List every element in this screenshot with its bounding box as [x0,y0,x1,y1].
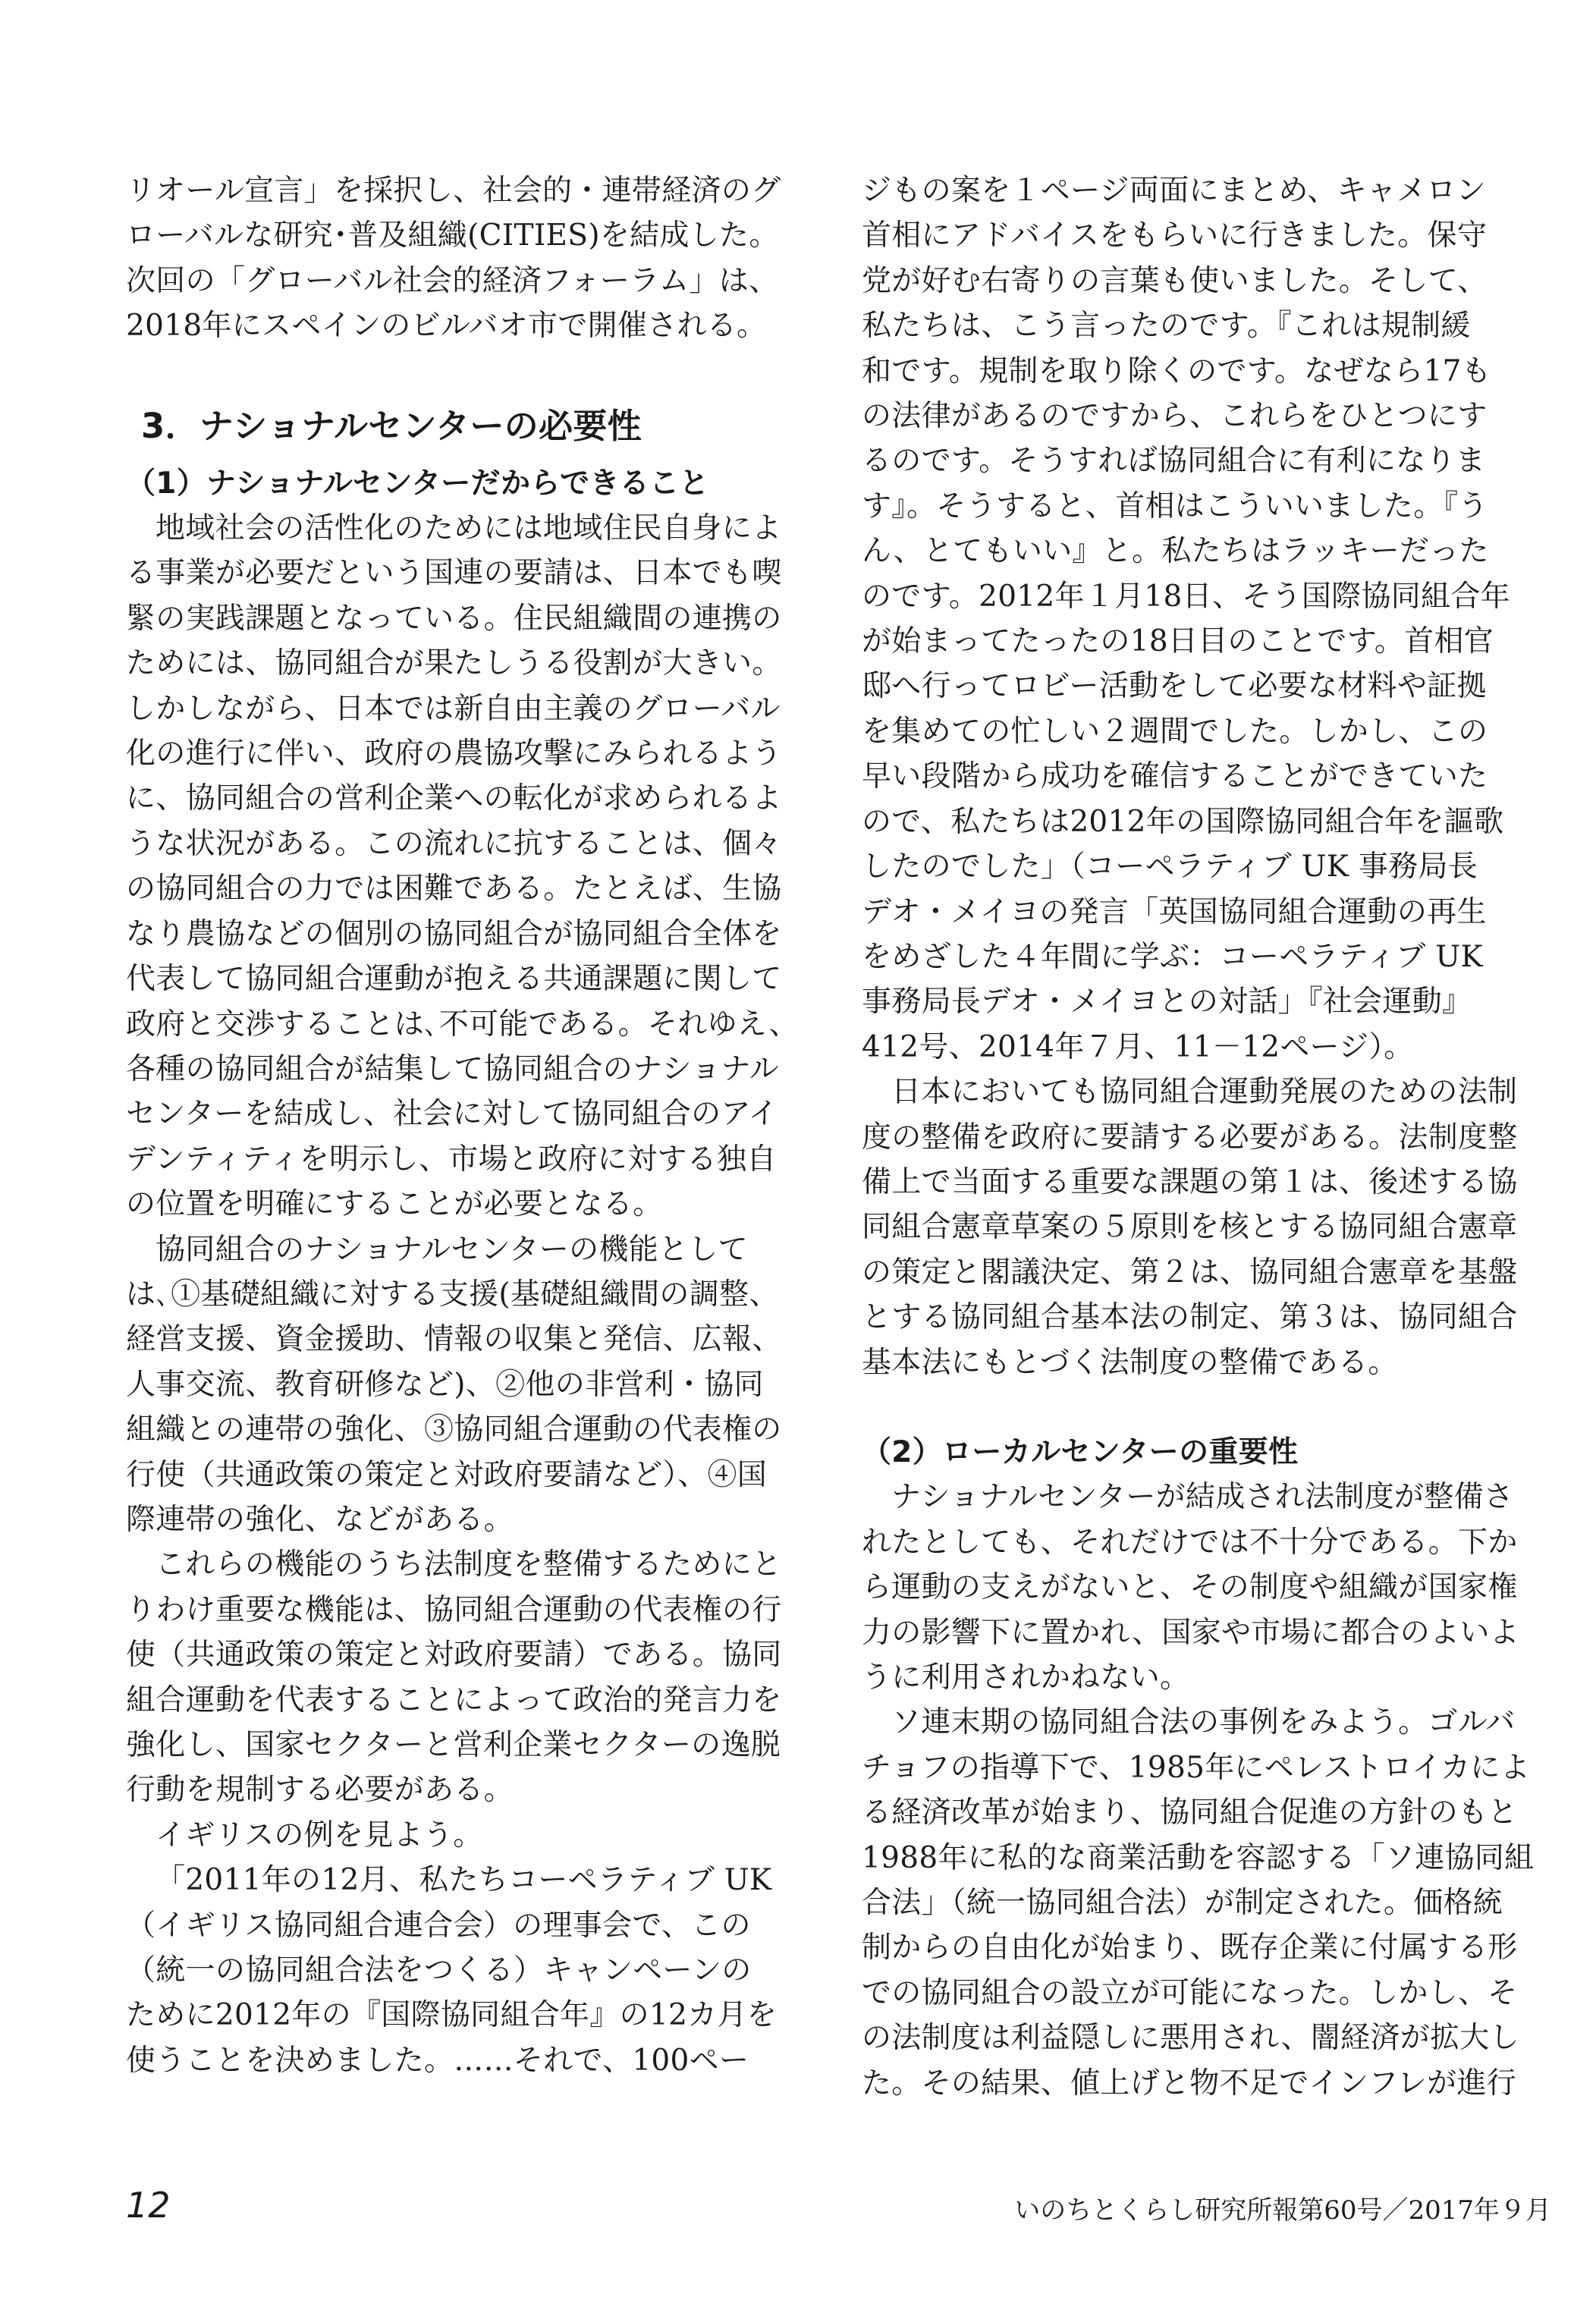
page-number: 12 [126,2185,171,2226]
paragraph-4: イギリスの例を見よう。 [156,1818,483,1852]
paragraph-5: 日本においても協同組合運動発展のための法制 度の整備を政府に要請する必要がある。法制度整 備上で当面する重要な課題の第１は、後述する協 同組合憲章草案の５原則を核とする協同組合憲章 の策定と閣議決定、第２は、協同組合憲章を基盤 とする協同組合基本法の制定、第３は、協同組合 基本法にもとづく法制度の整備である。 [862,1075,1518,1380]
journal-footer: いのちとくらし研究所報第60号／2017年９月 [1014,2195,1551,2226]
paragraph-2: 協同組合のナショナルセンターの機能として は､①基礎組織に対する支援(基礎組織間の調整、 経営支援、資金援助、情報の収集と発信、広報、 人事交流、教育研修など)、②他の非営利・協同 組織との連帯の強化、③協同組合運動の代表権の 行使（共通政策の策定と対政府要請など）、④国 際連帯の強化、などがある。 [126,1232,782,1537]
paragraph-1: 地域社会の活性化のためには地域住民自身によ る事業が必要だという国連の要請は、日本でも喫 緊の実践課題となっている。住民組織間の連携の ためには、協同組合が果たしうる役割が大きい。 しかしながら、日本では新自由主義のグローバル 化の進行に伴い、政府の農協攻撃にみられるよう に、協同組合の営利企業への転化が求められるよ うな状況がある。この流れに抗することは、個々 の協同組合の力では困難である。たとえば、生協 なり農協などの個別の協同組合が協同組合全体を 代表して協同組合運動が抱える共通課題に関して 政府と交渉することは､不可能である。それゆえ、 各種の協同組合が結集して協同組合のナショナル センターを結成し、社会に対して協同組合のアイ デンティティを明示し、市場と政府に対する独自 の位置を明確にすることが必要となる。 [126,511,799,1222]
quote-paragraph: 「2011年の12月、私たちコーペラティブ UK （イギリス協同組合連合会）の理事会で、この （統一の協同組合法をつくる）キャンペーンの ために2012年の『国際協同組合年』の12カ月を 使うことを決めました。……それで、100ペー [126,1863,778,2078]
intro-paragraph: リオール宣言」を採択し、社会的・連帯経済のグ ローバルな研究･普及組織(CITIES)を結成した。 次回の「グローバル社会的経済フォーラム」は、 2018年にスペインのビルバオ市で開催される。 [126,174,781,344]
paragraph-6: ナショナルセンターが結成され法制度が整備さ れたとしても、それだけでは不十分である。下か ら運動の支えがないと、その制度や組織が国家権 力の影響下に置かれ、国家や市場に都合のよいよ うに利用されかねない。 [862,1480,1519,1695]
subheading-local-center: （2）ローカルセンターの重要性 [862,1434,1299,1469]
subheading-national-center: （1）ナショナルセンターだからできること [126,466,709,501]
paragraph-7: ソ連末期の協同組合法の事例をみよう。ゴルバ チョフの指導下で、1985年にペレストロイカによ る経済改革が始まり、協同組合促進の方針のもと 1988年に私的な商業活動を容認する「ソ連協同組 合法」（統一協同組合法）が制定された。価格統 制からの自由化が始まり、既存企業に付属する形 での協同組合の設立が可能になった。しかし、そ の法制度は利益隠しに悪用され、闇経済が拡大し た。その結果、値上げと物不足でインフレが進行 [862,1705,1535,2100]
quote-continuation: ジもの案を１ページ両面にまとめ、キャメロン 首相にアドバイスをもらいに行きました。保守 党が好む右寄りの言葉も使いました。そして、 私たちは、こう言ったのです。『これは規制緩 和です。規制を取り除くのです。なぜなら17も の法律があるのですから、これらをひとつにす るのです。そうすれば協同組合に有利になりま す』。そうすると、首相はこういいました。『う ん、とてもいい』と。私たちはラッキーだった のです。2012年１月18日、そう国際協同組合年 が始まってたったの18日目のことです。首相官 邸へ行ってロビー活動をして必要な材料や証拠 を集めての忙しい２週間でした。しかし、この 早い段階から成功を確信することができていた ので、私たちは2012年の国際協同組合年を謳歌 したのでした」（コーペラティブ UK 事務局長 デオ・メイヨの発言「英国協同組合運動の再生 をめざした４年間に学ぶ：コーペラティブ UK 事務局長デオ・メイヨとの対話」『社会運動』 412号、2014年７月、11－12ページ）。 [862,174,1510,1064]
section-heading: 3．ナショナルセンターの必要性 [141,405,642,446]
left-column [126,168,809,2083]
right-column [862,168,1544,2106]
paragraph-3: これらの機能のうち法制度を整備するためにと りわけ重要な機能は、協同組合運動の代表権の行 使（共通政策の策定と対政府要請）である。協同 組合運動を代表することによって政治的発言力を 強化し、国家セクターと営利企業セクターの逸脱 行動を規制する必要がある。 [126,1547,782,1808]
